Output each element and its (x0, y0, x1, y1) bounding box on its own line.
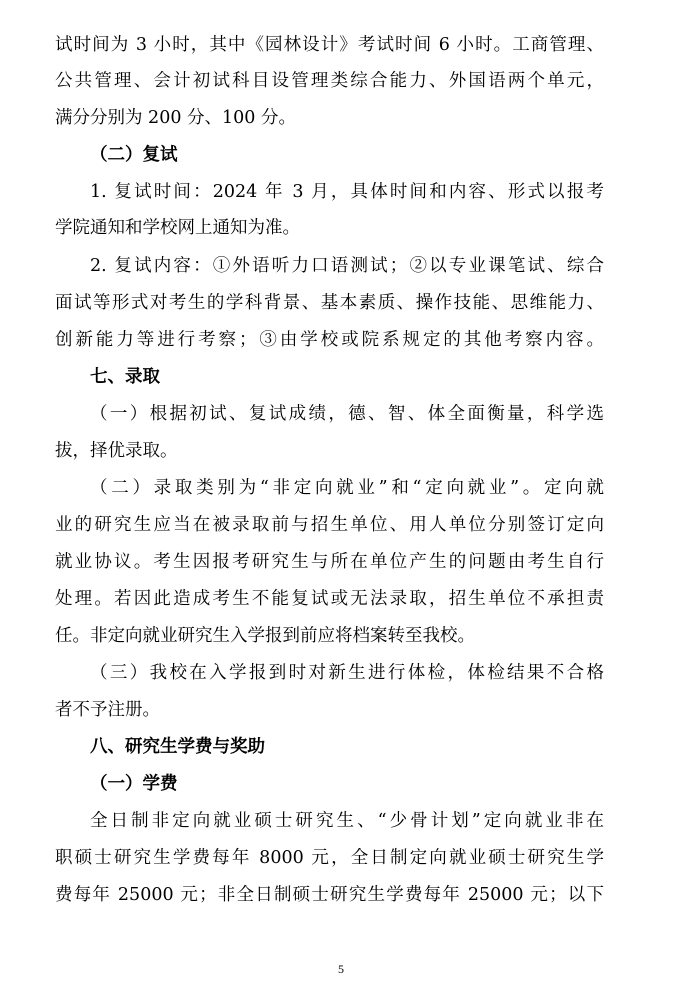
text-line: 费每年 25000 元；非全日制硕士研究生学费每年 25000 元；以下 (55, 885, 604, 905)
text-line: （一）根据初试、复试成绩，德、智、体全面衡量，科学选 (90, 404, 604, 424)
chapter-heading: 七、录取 (90, 367, 160, 387)
text-line: 任。非定向就业研究生入学报到前应将档案转至我校。 (55, 626, 475, 646)
text-line: 试时间为 3 小时，其中《园林设计》考试时间 6 小时。工商管理、 (55, 35, 604, 55)
section-heading: （二）复试 (90, 145, 178, 165)
text-line: 满分分别为 200 分、100 分。 (55, 108, 296, 128)
text-line: 1. 复试时间：2024 年 3 月，具体时间和内容、形式以报考 (90, 182, 604, 202)
text-line: 处理。若因此造成考生不能复试或无法录取，招生单位不承担责 (55, 589, 604, 609)
text-line: （二）录取类别为“非定向就业”和“定向就业”。定向就 (90, 478, 604, 498)
text-line: 拔，择优录取。 (55, 441, 178, 461)
text-line: 面试等形式对考生的学科背景、基本素质、操作技能、思维能力、 (55, 293, 604, 313)
chapter-heading: 八、研究生学费与奖助 (90, 737, 265, 757)
text-line: 2. 复试内容：①外语听力口语测试；②以专业课笔试、综合 (90, 256, 604, 276)
text-line: 者不予注册。 (55, 700, 160, 720)
text-line: 职硕士研究生学费每年 8000 元，全日制定向就业硕士研究生学 (55, 848, 604, 868)
text-line: 公共管理、会计初试科目设管理类综合能力、外国语两个单元， (55, 71, 604, 91)
text-line: 创新能力等进行考察；③由学校或院系规定的其他考察内容。 (55, 330, 604, 350)
text-line: 学院通知和学校网上通知为准。 (55, 218, 300, 238)
text-line: 业的研究生应当在被录取前与招生单位、用人单位分别签订定向 (55, 515, 604, 535)
section-heading: （一）学费 (90, 774, 178, 794)
page-number: 5 (338, 962, 344, 976)
text-line: （三）我校在入学报到时对新生进行体检，体检结果不合格 (90, 663, 604, 683)
text-line: 全日制非定向就业硕士研究生、“少骨计划”定向就业非在 (90, 811, 604, 831)
text-line: 就业协议。考生因报考研究生与所在单位产生的问题由考生自行 (55, 552, 604, 572)
